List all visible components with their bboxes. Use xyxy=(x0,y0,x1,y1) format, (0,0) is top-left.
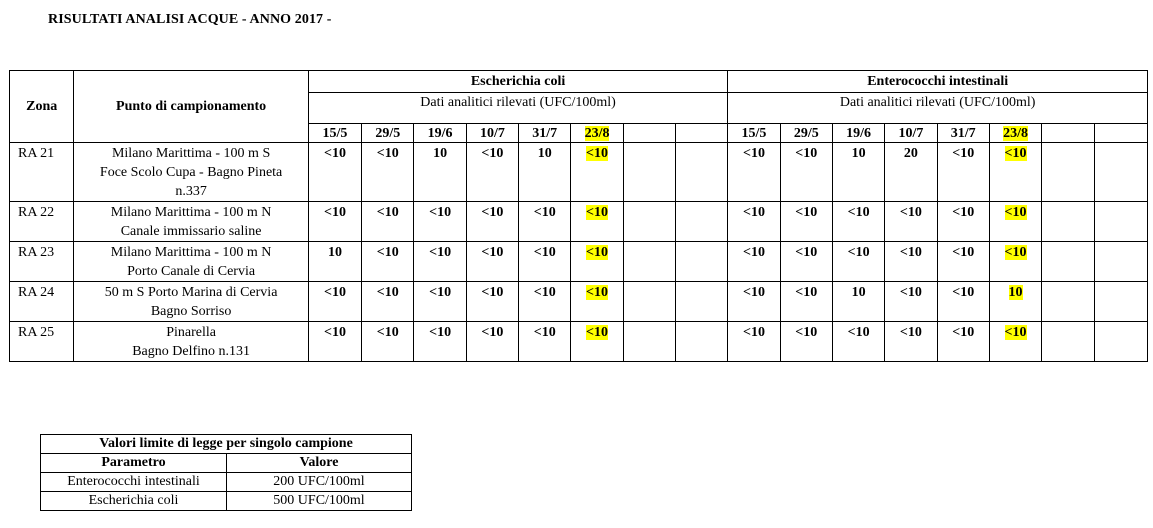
value-text: 10 xyxy=(1008,285,1023,300)
entero-value-cell xyxy=(937,242,989,282)
entero-value-cell xyxy=(885,322,937,362)
value-text: <10 xyxy=(429,325,452,340)
value-text: <10 xyxy=(952,245,975,260)
entero-value-cell xyxy=(832,322,884,362)
value-text: <10 xyxy=(795,325,818,340)
entero-value-cell xyxy=(989,143,1041,202)
zona-cell: RA 24 xyxy=(10,282,74,322)
ecoli-value-cell xyxy=(676,143,728,202)
entero-value-cell xyxy=(728,282,780,322)
value-text: <10 xyxy=(586,205,609,220)
value-text: <10 xyxy=(586,146,609,161)
value-text: <10 xyxy=(847,205,870,220)
punto-line: Bagno Delfino n.131 xyxy=(132,344,251,359)
limits-value: 200 UFC/100ml xyxy=(227,473,412,492)
limits-table xyxy=(40,434,412,511)
value-text: 10 xyxy=(433,146,448,161)
value-text: <10 xyxy=(429,285,452,300)
ecoli-value-cell xyxy=(414,202,466,242)
value-text: <10 xyxy=(742,146,765,161)
value-text: <10 xyxy=(1004,146,1027,161)
ecoli-value-cell xyxy=(676,242,728,282)
ecoli-value-cell xyxy=(466,143,518,202)
entero-value-cell xyxy=(1094,202,1148,242)
date-label: 15/5 xyxy=(322,125,348,141)
date-label: 10/7 xyxy=(898,125,924,141)
value-text: <10 xyxy=(847,325,870,340)
page-title: RISULTATI ANALISI ACQUE - ANNO 2017 - xyxy=(48,12,332,27)
value-text: <10 xyxy=(376,325,399,340)
entero-value-cell xyxy=(937,322,989,362)
entero-value-cell xyxy=(832,143,884,202)
zona-cell: RA 21 xyxy=(10,143,74,202)
value-text: <10 xyxy=(1004,245,1027,260)
entero-value-cell xyxy=(728,202,780,242)
date-header-ecoli xyxy=(623,124,675,143)
group-title-ecoli: Escherichia coli xyxy=(308,71,728,93)
date-label: 15/5 xyxy=(741,125,767,141)
value-text: <10 xyxy=(899,285,922,300)
punto-line: Milano Marittima - 100 m N xyxy=(110,205,272,220)
ecoli-value-cell xyxy=(676,322,728,362)
limits-header-value: Valore xyxy=(227,454,412,473)
punto-line: Milano Marittima - 100 m S xyxy=(111,146,271,161)
value-text: <10 xyxy=(952,205,975,220)
value-text: 10 xyxy=(851,285,866,300)
ecoli-value-cell xyxy=(362,202,414,242)
entero-value-cell xyxy=(780,202,832,242)
value-text: <10 xyxy=(795,245,818,260)
punto-cell xyxy=(74,322,308,362)
date-header-ecoli xyxy=(466,124,518,143)
ecoli-value-cell xyxy=(519,143,571,202)
value-text: <10 xyxy=(742,285,765,300)
table-row xyxy=(10,282,1148,322)
value-text: <10 xyxy=(533,245,556,260)
date-header-ecoli xyxy=(676,124,728,143)
value-text: <10 xyxy=(586,245,609,260)
value-text: <10 xyxy=(481,245,504,260)
zona-cell: RA 22 xyxy=(10,202,74,242)
value-text: <10 xyxy=(795,285,818,300)
value-text: <10 xyxy=(429,245,452,260)
value-text: <10 xyxy=(533,285,556,300)
ecoli-value-cell xyxy=(466,202,518,242)
ecoli-value-cell xyxy=(466,282,518,322)
ecoli-value-cell xyxy=(414,242,466,282)
entero-value-cell xyxy=(780,322,832,362)
value-text: <10 xyxy=(1004,325,1027,340)
value-text: <10 xyxy=(742,325,765,340)
ecoli-value-cell xyxy=(362,242,414,282)
ecoli-value-cell xyxy=(571,322,623,362)
limits-row xyxy=(41,492,412,511)
limits-row xyxy=(41,473,412,492)
table-row xyxy=(10,242,1148,282)
zona-cell: RA 23 xyxy=(10,242,74,282)
value-text: <10 xyxy=(376,205,399,220)
value-text: <10 xyxy=(533,325,556,340)
value-text: <10 xyxy=(376,146,399,161)
value-text: <10 xyxy=(376,285,399,300)
value-text: <10 xyxy=(323,146,346,161)
ecoli-value-cell xyxy=(414,282,466,322)
entero-value-cell xyxy=(885,282,937,322)
punto-line: Canale immissario saline xyxy=(120,224,262,239)
results-table xyxy=(9,70,1148,362)
entero-value-cell xyxy=(1094,242,1148,282)
value-text: <10 xyxy=(481,285,504,300)
punto-line: Bagno Sorriso xyxy=(150,304,232,319)
limits-title: Valori limite di legge per singolo campione xyxy=(41,435,412,454)
value-text: <10 xyxy=(533,205,556,220)
entero-value-cell xyxy=(1042,282,1094,322)
entero-value-cell xyxy=(1042,202,1094,242)
value-text: <10 xyxy=(481,325,504,340)
ecoli-value-cell xyxy=(308,322,361,362)
date-header-entero xyxy=(1094,124,1148,143)
value-text: <10 xyxy=(376,245,399,260)
ecoli-value-cell xyxy=(308,202,361,242)
date-header-ecoli xyxy=(362,124,414,143)
ecoli-value-cell xyxy=(362,322,414,362)
punto-cell xyxy=(74,282,308,322)
date-header-entero xyxy=(832,124,884,143)
ecoli-value-cell xyxy=(571,202,623,242)
header-zona: Zona xyxy=(10,71,74,143)
entero-value-cell xyxy=(885,202,937,242)
ecoli-value-cell xyxy=(466,322,518,362)
limits-value: 500 UFC/100ml xyxy=(227,492,412,511)
value-text: <10 xyxy=(323,285,346,300)
limits-header-param: Parametro xyxy=(41,454,227,473)
entero-value-cell xyxy=(885,242,937,282)
limits-param: Enterococchi intestinali xyxy=(41,473,227,492)
value-text: <10 xyxy=(952,146,975,161)
value-text: <10 xyxy=(952,285,975,300)
date-label: 31/7 xyxy=(950,125,976,141)
table-row xyxy=(10,143,1148,202)
ecoli-value-cell xyxy=(571,282,623,322)
punto-line: n.337 xyxy=(175,184,207,199)
value-text: <10 xyxy=(586,285,609,300)
date-label: 19/6 xyxy=(427,125,453,141)
value-text: <10 xyxy=(323,205,346,220)
entero-value-cell xyxy=(989,322,1041,362)
ecoli-value-cell xyxy=(623,242,675,282)
ecoli-value-cell xyxy=(519,282,571,322)
entero-value-cell xyxy=(832,202,884,242)
ecoli-value-cell xyxy=(519,242,571,282)
value-text: <10 xyxy=(952,325,975,340)
ecoli-value-cell xyxy=(623,143,675,202)
punto-line: 50 m S Porto Marina di Cervia xyxy=(104,285,278,300)
value-text: <10 xyxy=(795,205,818,220)
group-subtitle-enterococchi: Dati analitici rilevati (UFC/100ml) xyxy=(728,93,1148,124)
entero-value-cell xyxy=(937,143,989,202)
entero-value-cell xyxy=(832,282,884,322)
entero-value-cell xyxy=(832,242,884,282)
date-label: 10/7 xyxy=(479,125,505,141)
ecoli-value-cell xyxy=(308,242,361,282)
entero-value-cell xyxy=(728,143,780,202)
date-label: 29/5 xyxy=(375,125,401,141)
ecoli-value-cell xyxy=(362,282,414,322)
punto-line: Milano Marittima - 100 m N xyxy=(110,245,272,260)
ecoli-value-cell xyxy=(676,282,728,322)
entero-value-cell xyxy=(1042,143,1094,202)
date-label: 19/6 xyxy=(846,125,872,141)
ecoli-value-cell xyxy=(308,282,361,322)
entero-value-cell xyxy=(1094,322,1148,362)
ecoli-value-cell xyxy=(571,143,623,202)
value-text: <10 xyxy=(899,325,922,340)
date-header-ecoli xyxy=(571,124,623,143)
entero-value-cell xyxy=(989,282,1041,322)
date-header-entero xyxy=(780,124,832,143)
date-header-ecoli xyxy=(414,124,466,143)
value-text: <10 xyxy=(586,325,609,340)
entero-value-cell xyxy=(1042,242,1094,282)
value-text: <10 xyxy=(899,245,922,260)
entero-value-cell xyxy=(937,282,989,322)
value-text: <10 xyxy=(847,245,870,260)
date-label: 31/7 xyxy=(532,125,558,141)
value-text: <10 xyxy=(323,325,346,340)
value-text: <10 xyxy=(1004,205,1027,220)
ecoli-value-cell xyxy=(623,282,675,322)
ecoli-value-cell xyxy=(623,322,675,362)
ecoli-value-cell xyxy=(308,143,361,202)
date-header-entero xyxy=(728,124,780,143)
header-punto: Punto di campionamento xyxy=(74,71,308,143)
value-text: <10 xyxy=(795,146,818,161)
date-header-ecoli xyxy=(308,124,361,143)
entero-value-cell xyxy=(728,242,780,282)
value-text: <10 xyxy=(742,205,765,220)
punto-cell xyxy=(74,143,308,202)
value-text: 20 xyxy=(903,146,918,161)
table-row xyxy=(10,322,1148,362)
entero-value-cell xyxy=(989,202,1041,242)
entero-value-cell xyxy=(989,242,1041,282)
ecoli-value-cell xyxy=(414,143,466,202)
group-subtitle-ecoli: Dati analitici rilevati (UFC/100ml) xyxy=(308,93,728,124)
ecoli-value-cell xyxy=(571,242,623,282)
ecoli-value-cell xyxy=(519,202,571,242)
entero-value-cell xyxy=(780,143,832,202)
date-label: 29/5 xyxy=(793,125,819,141)
value-text: 10 xyxy=(327,245,342,260)
date-label: 23/8 xyxy=(584,125,610,141)
entero-value-cell xyxy=(780,282,832,322)
punto-cell xyxy=(74,202,308,242)
date-header-entero xyxy=(937,124,989,143)
entero-value-cell xyxy=(1094,282,1148,322)
punto-line: Porto Canale di Cervia xyxy=(127,264,256,279)
punto-cell xyxy=(74,242,308,282)
date-header-entero xyxy=(1042,124,1094,143)
value-text: <10 xyxy=(899,205,922,220)
ecoli-value-cell xyxy=(466,242,518,282)
ecoli-value-cell xyxy=(362,143,414,202)
value-text: <10 xyxy=(742,245,765,260)
value-text: <10 xyxy=(481,146,504,161)
limits-param: Escherichia coli xyxy=(41,492,227,511)
punto-line: Foce Scolo Cupa - Bagno Pineta xyxy=(99,165,283,180)
ecoli-value-cell xyxy=(519,322,571,362)
group-title-enterococchi: Enterococchi intestinali xyxy=(728,71,1148,93)
entero-value-cell xyxy=(780,242,832,282)
entero-value-cell xyxy=(1042,322,1094,362)
punto-line: Pinarella xyxy=(166,325,216,340)
table-row xyxy=(10,202,1148,242)
value-text: <10 xyxy=(481,205,504,220)
entero-value-cell xyxy=(937,202,989,242)
zona-cell: RA 25 xyxy=(10,322,74,362)
value-text: 10 xyxy=(851,146,866,161)
entero-value-cell xyxy=(1094,143,1148,202)
date-header-entero xyxy=(989,124,1041,143)
ecoli-value-cell xyxy=(676,202,728,242)
entero-value-cell xyxy=(728,322,780,362)
ecoli-value-cell xyxy=(414,322,466,362)
entero-value-cell xyxy=(885,143,937,202)
value-text: <10 xyxy=(429,205,452,220)
date-label: 23/8 xyxy=(1003,125,1028,141)
date-header-ecoli xyxy=(519,124,571,143)
date-header-entero xyxy=(885,124,937,143)
ecoli-value-cell xyxy=(623,202,675,242)
value-text: 10 xyxy=(537,146,552,161)
